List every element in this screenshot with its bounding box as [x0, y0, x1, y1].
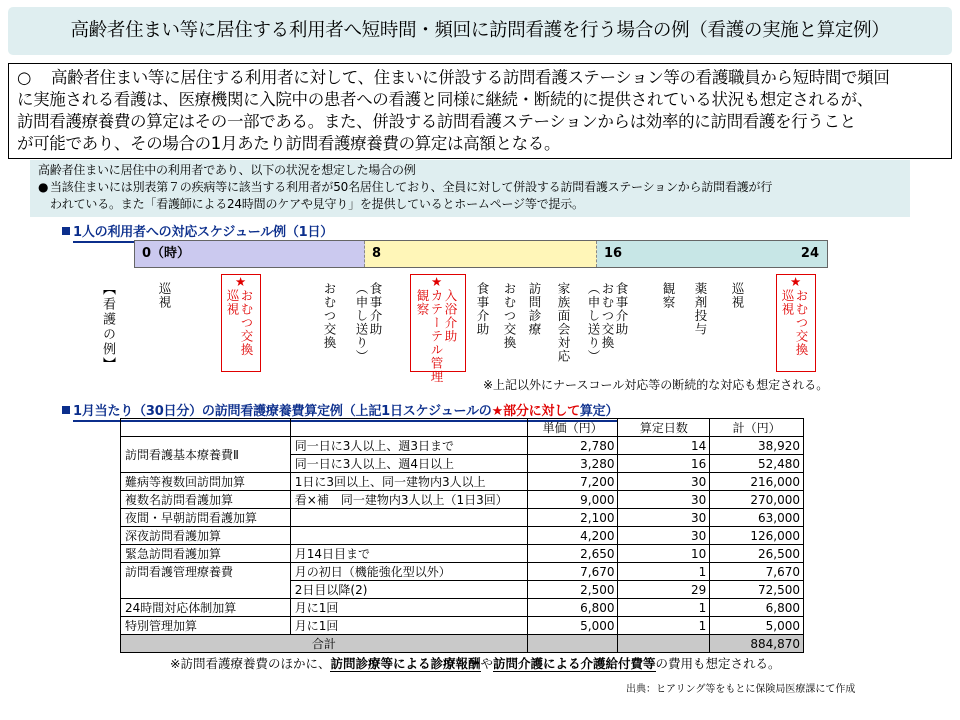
col-days: 算定日数 [618, 419, 710, 437]
nursing-example-label: 【看護の例】 [100, 282, 115, 372]
timeline-segment-evening [597, 241, 827, 267]
row-price: 6,800 [527, 599, 618, 617]
time-24: 24 [800, 246, 819, 261]
row-days: 30 [618, 473, 710, 491]
row-price: 9,000 [527, 491, 618, 509]
summary-box [8, 63, 952, 159]
row-price: 3,280 [527, 455, 618, 473]
row-name: 特別管理加算 [121, 617, 291, 635]
row-days: 10 [618, 545, 710, 563]
summary-marker: ○ [17, 68, 32, 87]
star-item-2 [410, 274, 466, 384]
schedule-item-meal-2: 食事介助 [475, 282, 490, 336]
row-price: 7,200 [527, 473, 618, 491]
row-total: 63,000 [710, 509, 804, 527]
table-row [121, 491, 804, 509]
source-note: 出典：ヒアリング等をもとに保険局医療課にて作成 [626, 684, 856, 695]
time-8: 8 [372, 246, 382, 261]
row-total: 52,480 [710, 455, 804, 473]
row-name: 深夜訪問看護加算 [121, 527, 291, 545]
schedule-item-meal-3: 食事介助 おむつ交換 （申し送り） [586, 282, 629, 363]
star-item-1-text: おむつ交換 巡視 [225, 289, 254, 357]
row-cond [290, 527, 527, 545]
row-total: 26,500 [710, 545, 804, 563]
table-row [121, 527, 804, 545]
row-days: 30 [618, 509, 710, 527]
row-days: 1 [618, 563, 710, 581]
row-total: 216,000 [710, 473, 804, 491]
schedule-item-home-visit: 訪問診療 [527, 282, 542, 336]
star-item-3 [776, 274, 816, 372]
row-cond: 1日に3回以上、同一建物内3人以上 [290, 473, 527, 491]
square-bullet-icon [62, 227, 70, 235]
row-days: 1 [618, 599, 710, 617]
col-price: 単価（円） [527, 419, 618, 437]
row-price: 4,200 [527, 527, 618, 545]
schedule-item-patrol-2: 巡視 [730, 282, 745, 309]
row-name: 難病等複数回訪問加算 [121, 473, 291, 491]
row-name: 訪問看護基本療養費Ⅱ [121, 437, 291, 473]
row-total: 5,000 [710, 617, 804, 635]
schedule-item-diaper-2: おむつ交換 [502, 282, 517, 350]
row-days: 30 [618, 491, 710, 509]
row-price: 7,670 [527, 563, 618, 581]
row-cond: 看×補 同一建物内3人以上（1日3回） [290, 491, 527, 509]
row-cond [290, 509, 527, 527]
star-item-3-text: おむつ交換 巡視 [780, 289, 809, 357]
row-days: 1 [618, 617, 710, 635]
row-price: 2,780 [527, 437, 618, 455]
row-price: 2,500 [527, 581, 618, 599]
col-total: 計（円） [710, 419, 804, 437]
star-item-1 [221, 274, 261, 372]
square-bullet-icon [62, 406, 70, 414]
assumption-line-1: 当該住まいには別表第７の疾病等に該当する利用者が50名居住しており、全員に対して併設する訪問看護ステーションから訪問看護が行 [50, 180, 773, 194]
schedule-item-family: 家族面会対応 [556, 282, 571, 363]
row-cond: 同一日に3人以上、週3日まで [290, 437, 527, 455]
timeline-segment-day [365, 241, 597, 267]
star-icon: ★ [431, 274, 443, 289]
total-label: 合計 [121, 635, 528, 653]
row-name: 夜間・早朝訪問看護加算 [121, 509, 291, 527]
star-icon: ★ [235, 274, 247, 289]
row-cond: 月の初日（機能強化型以外） [290, 563, 527, 581]
total-value: 884,870 [710, 635, 804, 653]
star-icon: ★ [790, 274, 802, 289]
schedule-item-diaper-1: おむつ交換 [322, 282, 337, 350]
row-total: 270,000 [710, 491, 804, 509]
row-days: 16 [618, 455, 710, 473]
row-price: 2,100 [527, 509, 618, 527]
schedule-heading: 1人の利用者への対応スケジュール例（1日） [62, 221, 333, 240]
summary-line-4: が可能であり、その場合の1月あたり訪問看護療養費の算定は高額となる。 [17, 134, 561, 153]
row-cond: 月14日目まで [290, 545, 527, 563]
assumption-box [30, 160, 910, 217]
row-price: 2,650 [527, 545, 618, 563]
row-total: 72,500 [710, 581, 804, 599]
row-total: 6,800 [710, 599, 804, 617]
row-days: 30 [618, 527, 710, 545]
total-row [121, 635, 804, 653]
summary-line-2: に実施される看護は、医療機関に入院中の患者への看護と同様に継続・断続的に提供されている状況も想定されるが、 [17, 90, 873, 109]
footnote: ※訪問看護療養費のほかに、訪問診療等による診療報酬や訪問介護による介護給付費等の費用も想定される。 [170, 656, 781, 671]
row-days: 14 [618, 437, 710, 455]
schedule-item-medication: 薬剤投与 [693, 282, 708, 336]
time-0: 0（時） [142, 246, 191, 261]
schedule-item-observe: 観察 [661, 282, 676, 309]
row-price: 5,000 [527, 617, 618, 635]
row-total: 38,920 [710, 437, 804, 455]
row-cond: 同一日に3人以上、週4日以上 [290, 455, 527, 473]
assumption-bullet-row [38, 179, 902, 213]
time-16: 16 [604, 246, 623, 261]
row-total: 7,670 [710, 563, 804, 581]
table-row [121, 563, 804, 581]
table-row [121, 617, 804, 635]
page-title: 高齢者住まい等に居住する利用者へ短時間・頻回に訪問看護を行う場合の例（看護の実施と算定例） [8, 7, 952, 55]
star-item-2-text: 入浴介助 カテーテル管理 観察 [415, 289, 458, 384]
assumption-intro: 高齢者住まいに居住中の利用者であり、以下の状況を想定した場合の例 [38, 163, 416, 177]
assumption-line-2: われている。また「看護師による24時間のケアや見守り」を提供しているとホームページ等で提示。 [50, 197, 584, 211]
row-name: 24時間対応体制加算 [121, 599, 291, 617]
row-total: 126,000 [710, 527, 804, 545]
row-name: 緊急訪問看護加算 [121, 545, 291, 563]
fee-table [120, 418, 804, 653]
summary-line-3: 訪問看護療養費の算定はその一部である。また、併設する訪問看護ステーションからは効率的に訪問看護を行うこと [17, 112, 856, 131]
timeline-bar [134, 240, 828, 268]
fee-heading: 1月当たり（30日分）の訪問看護療養費算定例（上記1日スケジュールの★部分に対して算定） [62, 400, 618, 419]
row-name: 複数名訪問看護加算 [121, 491, 291, 509]
bullet-icon: ● [38, 180, 49, 194]
row-name: 訪問看護管理療養費 [121, 563, 291, 599]
table-row [121, 437, 804, 455]
schedule-item-meal-1: 食事介助 （申し送り） [354, 282, 383, 363]
schedule-note: ※上記以外にナースコール対応等の断続的な対応も想定される。 [483, 378, 829, 392]
row-days: 29 [618, 581, 710, 599]
summary-line-1: ○ 高齢者住まい等に居住する利用者に対して、住まいに併設する訪問看護ステーション等の看護職員から短時間で頻回 [17, 68, 890, 87]
row-cond: 2日目以降(2) [290, 581, 527, 599]
table-row [121, 509, 804, 527]
row-cond: 月に1回 [290, 617, 527, 635]
table-row [121, 545, 804, 563]
timeline-segment-night [135, 241, 365, 267]
schedule-item-patrol-1: 巡視 [157, 282, 172, 309]
row-cond: 月に1回 [290, 599, 527, 617]
table-row [121, 599, 804, 617]
table-row [121, 473, 804, 491]
table-header-row [121, 419, 804, 437]
